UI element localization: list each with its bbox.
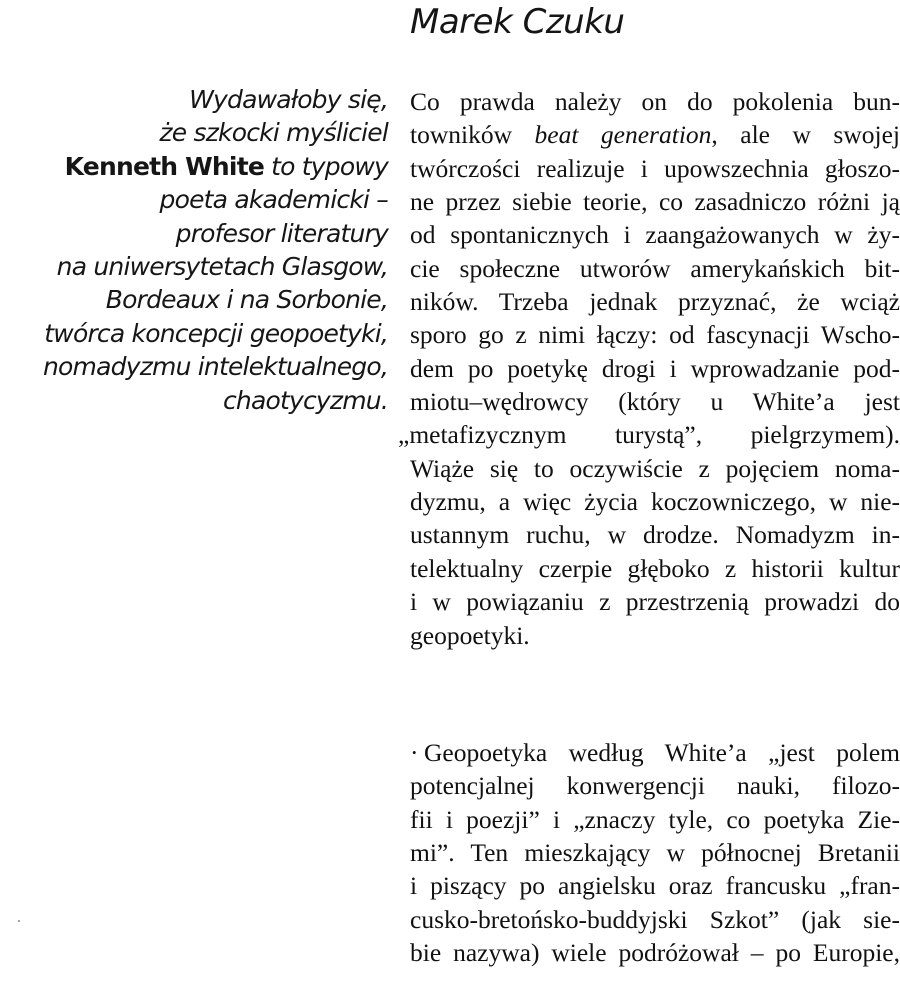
sidebar-line: nomadyzmu intelektualnego, bbox=[43, 352, 388, 382]
text-line bbox=[410, 118, 900, 151]
sidebar-pull-quote bbox=[0, 83, 388, 417]
text-line: cie społeczne utworów amerykańskich bit- bbox=[410, 253, 900, 283]
sidebar-line: twórca koncepcji geopoetyki, bbox=[44, 318, 388, 348]
text-line: geopoetyki. bbox=[410, 620, 530, 650]
sidebar-line: profesor literatury bbox=[175, 218, 388, 248]
text-line: fii i poezji” i „znaczy tyle, co poetyka Zie- bbox=[410, 804, 900, 834]
sidebar-line: na uniwersytetach Glasgow, bbox=[56, 252, 388, 282]
scan-speck bbox=[18, 920, 20, 922]
sidebar-line-tail: to typowy bbox=[264, 151, 388, 181]
sidebar-name-emphasis: Kenneth White bbox=[64, 151, 264, 181]
text-line: telektualny czerpie głęboko z historii kultur bbox=[410, 553, 900, 583]
text-line: od spontanicznych i zaangażowanych w ży- bbox=[410, 220, 900, 250]
body-paragraph-2 bbox=[410, 736, 900, 969]
sidebar-line: Wydawałoby się, bbox=[189, 85, 388, 114]
text-line bbox=[410, 736, 900, 769]
text-line: Co prawda należy on do pokolenia bun- bbox=[410, 87, 900, 116]
sidebar-line: chaotycyzmu. bbox=[222, 385, 388, 415]
author-header: Marek Czuku bbox=[410, 2, 625, 42]
text-line: twórczości realizuje i upowszechnia głoszo- bbox=[410, 153, 900, 183]
text-line: i piszący po angielsku oraz francusku „fran- bbox=[410, 871, 900, 901]
text-line: bie nazywa) wiele podróżował – po Europie, bbox=[410, 938, 900, 968]
text-segment: , ale w swojej bbox=[711, 120, 900, 150]
text-segment: towników bbox=[410, 120, 535, 150]
text-line: sporo go z nimi łączy: od fascynacji Wscho- bbox=[410, 320, 900, 350]
text-line: Wiąże się to oczywiście z pojęciem noma- bbox=[410, 453, 900, 483]
text-line: cusko-bretońsko-buddyjski Szkot” (jak sie- bbox=[410, 904, 900, 934]
text-line: mi”. Ten mieszkający w północnej Bretanii bbox=[410, 838, 900, 868]
sidebar-line: że szkocki myśliciel bbox=[159, 118, 388, 148]
text-line: dem po poetykę drogi i wprowadzanie pod- bbox=[410, 353, 900, 383]
paragraph-bullet: · bbox=[410, 738, 419, 767]
sidebar-line bbox=[0, 150, 388, 183]
text-line: ników. Trzeba jednak przyznać, że wciąż bbox=[410, 287, 900, 317]
text-segment: Geopoetyka według White’a „jest polem bbox=[424, 738, 900, 767]
italic-term: beat generation bbox=[534, 120, 712, 150]
text-line: „metafizycznym turystą”, pielgrzymem). bbox=[398, 420, 900, 450]
text-line: miotu–wędrowcy (który u White’a jest bbox=[410, 387, 900, 417]
text-line: i w powiązaniu z przestrzenią prowadzi do bbox=[410, 587, 900, 617]
body-paragraph-1 bbox=[398, 85, 900, 652]
sidebar-line: Bordeaux i na Sorbonie, bbox=[105, 285, 388, 315]
text-line: ustannym ruchu, w drodze. Nomadyzm in- bbox=[410, 520, 900, 550]
text-line: dyzmu, a więc życia koczowniczego, w nie- bbox=[410, 487, 900, 517]
sidebar-line: poeta akademicki – bbox=[159, 185, 388, 215]
text-line: ne przez siebie teorie, co zasadniczo różni ją bbox=[410, 187, 900, 217]
text-line: potencjalnej konwergencji nauki, filozo- bbox=[410, 771, 900, 801]
